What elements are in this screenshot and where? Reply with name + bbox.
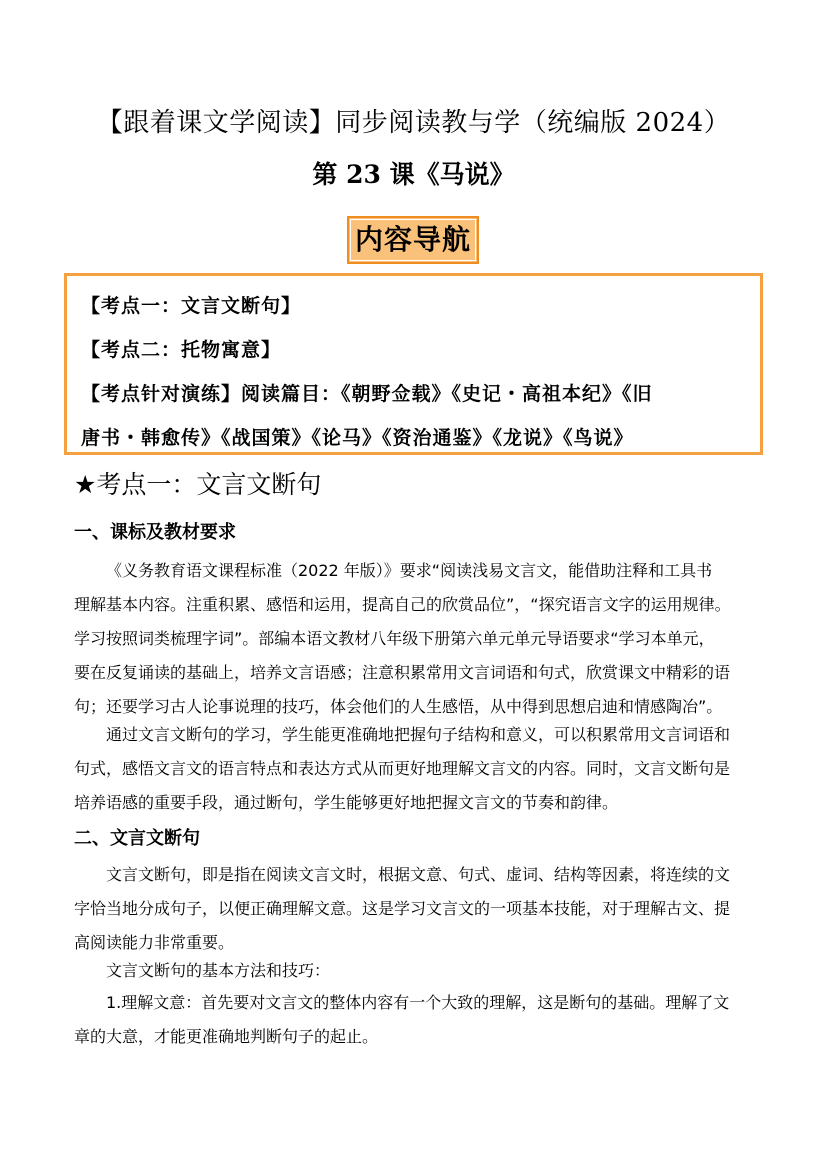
text-line: 文言文断句，即是指在阅读文言文时，根据文意、句式、虚词、结构等因素，将连续的文 — [106, 865, 731, 884]
exam-point-practice: 【考点针对演练】阅读篇目：《朝野佥载》《史记・高祖本纪》《旧 — [81, 383, 653, 405]
exam-point-2: 【考点二：托物寓意】 — [81, 339, 282, 361]
paragraph-purpose — [74, 718, 754, 820]
exam-point-1: 【考点一：文言文断句】 — [81, 295, 302, 317]
subheading-curriculum: 一、课标及教材要求 — [74, 522, 236, 543]
paragraph-curriculum — [74, 554, 754, 724]
paragraph-methods-intro: 文言文断句的基本方法和技巧： — [106, 961, 331, 980]
text-line: 高阅读能力非常重要。 — [74, 933, 235, 952]
exam-points-box — [64, 273, 763, 455]
text-line: 字恰当地分成句子，以便正确理解文意。这是学习文言文的一项基本技能，对于理解古文、提 — [74, 899, 731, 918]
content-navigation-badge: 内容导航 — [347, 216, 479, 264]
text-line: 句；还要学习古人论事说理的技巧，体会他们的人生感悟，从中得到思想启迪和情感陶冶”。 — [74, 697, 723, 716]
text-line: 学习按照词类梳理字词”。部编本语文教材八年级下册第六单元单元导语要求“学习本单元， — [74, 629, 715, 648]
paragraph-definition — [74, 858, 754, 960]
exam-point-practice-cont: 唐书・韩愈传》《战国策》《论马》《资治通鉴》《龙说》《鸟说》 — [81, 427, 634, 449]
text-line: 要在反复诵读的基础上，培养文言语感；注意积累常用文言词语和句式，欣赏课文中精彩的语 — [74, 663, 731, 682]
text-line: 章的大意，才能更准确地判断句子的起止。 — [74, 1027, 379, 1046]
text-line: 理解基本内容。注重积累、感悟和运用，提高自己的欣赏品位”，“探究语言文字的运用规律。 — [74, 595, 731, 614]
text-line: 通过文言文断句的学习，学生能更准确地把握句子结构和意义，可以积累常用文言词语和 — [106, 725, 731, 744]
paragraph-method-1 — [74, 986, 754, 1054]
text-line: 1.理解文意：首先要对文言文的整体内容有一个大致的理解，这是断句的基础。理解了文 — [106, 993, 730, 1012]
text-line: 《义务教育语文课程标准（2022 年版）》要求“阅读浅易文言文，能借助注释和工具书 — [106, 561, 713, 580]
text-line: 培养语感的重要手段，通过断句，学生能够更好地把握文言文的节奏和韵律。 — [74, 793, 619, 812]
lesson-title: 第 23 课《马说》 — [312, 160, 515, 189]
page-title: 【跟着课文学阅读】同步阅读教与学（统编版 2024） — [96, 108, 731, 138]
subheading-sentence-breaking: 二、文言文断句 — [74, 828, 200, 849]
section-heading-1: ★考点一：文言文断句 — [74, 470, 322, 499]
text-line: 句式，感悟文言文的语言特点和表达方式从而更好地理解文言文的内容。同时，文言文断句是 — [74, 759, 731, 778]
